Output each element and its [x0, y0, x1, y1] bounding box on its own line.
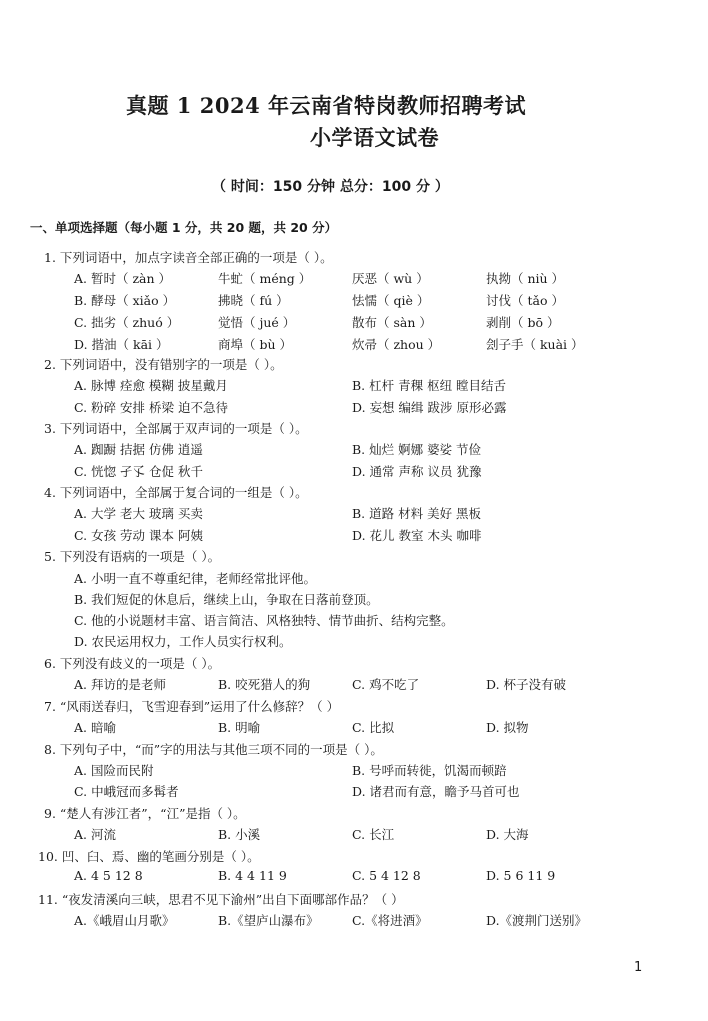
q8-option-a: A. 国险而民附	[74, 763, 154, 778]
q3-option-a: A. 踟蹰 拮据 仿佛 逍遥	[74, 442, 203, 457]
q4-option-d: D. 花儿 教室 木头 咖啡	[352, 528, 482, 543]
q10-option-d: D. 5 6 11 9	[486, 868, 556, 883]
q7-option-c: C. 比拟	[352, 720, 395, 735]
q2-option-b: B. 杠杆 青稞 枢纽 瞠目结舌	[352, 378, 507, 393]
question-4-stem: 4. 下列词语中，全部属于复合词的一组是（ ）。	[44, 485, 308, 500]
title-line-2: 小学语文试卷	[310, 125, 439, 150]
q5-option-d: D. 农民运用权力，工作人员实行权利。	[74, 634, 292, 649]
q8-option-b: B. 号呼而转徙，饥渴而顿踣	[352, 763, 507, 778]
title-line-1: 真题 1 2024 年云南省特岗教师招聘考试	[126, 93, 526, 118]
q1-option: B. 酵母（ xiǎo ）	[74, 293, 176, 308]
q1-option: 觉悟（ jué ）	[218, 315, 296, 330]
q7-option-a: A. 暗喻	[74, 720, 116, 735]
q2-option-a: A. 脉博 痊愈 模糊 披星戴月	[74, 378, 228, 393]
q3-option-b: B. 灿烂 婀娜 婆娑 节俭	[352, 442, 482, 457]
question-3-stem: 3. 下列词语中，全部属于双声词的一项是（ ）。	[44, 421, 308, 436]
q4-option-b: B. 道路 材料 美好 黑板	[352, 506, 482, 521]
q6-option-d: D. 杯子没有破	[486, 677, 567, 692]
q5-option-a: A. 小明一直不尊重纪律，老师经常批评他。	[74, 571, 316, 586]
q1-option: 刽子手（ kuài ）	[486, 337, 584, 352]
question-10-stem: 10. 凹、臼、焉、幽的笔画分别是（ ）。	[38, 849, 260, 864]
q7-option-d: D. 拟物	[486, 720, 529, 735]
q6-option-c: C. 鸡不吃了	[352, 677, 420, 692]
q11-option-c: C.《将进酒》	[352, 913, 428, 928]
q6-option-a: A. 拜访的是老师	[74, 677, 166, 692]
q9-option-a: A. 河流	[74, 827, 116, 842]
question-9-stem: 9. “楚人有涉江者”，“江”是指（ ）。	[44, 806, 246, 821]
q1-option: 厌恶（ wù ）	[352, 271, 429, 286]
q1-option: 牛虻（ méng ）	[218, 271, 312, 286]
q10-option-a: A. 4 5 12 8	[74, 868, 143, 883]
q10-option-b: B. 4 4 11 9	[218, 868, 287, 883]
q2-option-d: D. 妄想 编缉 跋涉 原形必露	[352, 400, 507, 415]
q1-option: 讨伐（ tǎo ）	[486, 293, 564, 308]
q1-option: 散布（ sàn ）	[352, 315, 432, 330]
question-1-stem: 1. 下列词语中，加点字读音全部正确的一项是（ ）。	[44, 250, 333, 265]
question-2-stem: 2. 下列词语中，没有错别字的一项是（ ）。	[44, 357, 283, 372]
q1-option: A. 暂时（ zàn ）	[74, 271, 172, 286]
q9-option-c: C. 长江	[352, 827, 395, 842]
q11-option-d: D.《渡荆门送别》	[486, 913, 588, 928]
q5-option-b: B. 我们短促的休息后，继续上山，争取在日落前登顶。	[74, 592, 379, 607]
question-11-stem: 11. “夜发清溪向三峡，思君不见下渝州”出自下面哪部作品？（ ）	[38, 892, 404, 907]
q1-option: 剥削（ bō ）	[486, 315, 560, 330]
q11-option-b: B.《望庐山瀑布》	[218, 913, 319, 928]
q6-option-b: B. 咬死猎人的狗	[218, 677, 311, 692]
q8-option-d: D. 诸君而有意，瞻予马首可也	[352, 784, 520, 799]
q1-option: 执拗（ niù ）	[486, 271, 565, 286]
q9-option-b: B. 小溪	[218, 827, 261, 842]
q4-option-a: A. 大学 老大 玻璃 买卖	[74, 506, 203, 521]
q1-option: C. 拙劣（ zhuó ）	[74, 315, 180, 330]
question-7-stem: 7. “风雨送春归，飞雪迎春到”运用了什么修辞？（ ）	[44, 699, 340, 714]
page-number: 1	[634, 960, 643, 975]
q8-option-c: C. 中峨冠而多髯者	[74, 784, 179, 799]
q7-option-b: B. 明喻	[218, 720, 261, 735]
q5-option-c: C. 他的小说题材丰富、语言简洁、风格独特、情节曲折、结构完整。	[74, 613, 454, 628]
q1-option: 拂晓（ fú ）	[218, 293, 289, 308]
q10-option-c: C. 5 4 12 8	[352, 868, 421, 883]
q1-option: 炊帚（ zhou ）	[352, 337, 441, 352]
q1-option: 怯懦（ qiè ）	[352, 293, 430, 308]
q2-option-c: C. 粉碎 安排 桥梁 迫不急待	[74, 400, 228, 415]
q1-option: 商埠（ bù ）	[218, 337, 292, 352]
question-8-stem: 8. 下列句子中，“而”字的用法与其他三项不同的一项是（ ）。	[44, 742, 383, 757]
exam-time-score: （ 时间：150 分钟 总分：100 分 ）	[212, 179, 449, 195]
q4-option-c: C. 女孩 劳动 课本 阿姨	[74, 528, 203, 543]
q3-option-c: C. 恍惚 孑孓 仓促 秋千	[74, 464, 203, 479]
q3-option-d: D. 通常 声称 议员 犹豫	[352, 464, 482, 479]
q11-option-a: A.《峨眉山月歌》	[74, 913, 175, 928]
question-6-stem: 6. 下列没有歧义的一项是（ ）。	[44, 656, 221, 671]
section-heading: 一、单项选择题（每小题 1 分，共 20 题，共 20 分）	[30, 220, 338, 235]
q1-option: D. 揩油（ kāi ）	[74, 337, 169, 352]
question-5-stem: 5. 下列没有语病的一项是（ ）。	[44, 549, 221, 564]
q9-option-d: D. 大海	[486, 827, 529, 842]
